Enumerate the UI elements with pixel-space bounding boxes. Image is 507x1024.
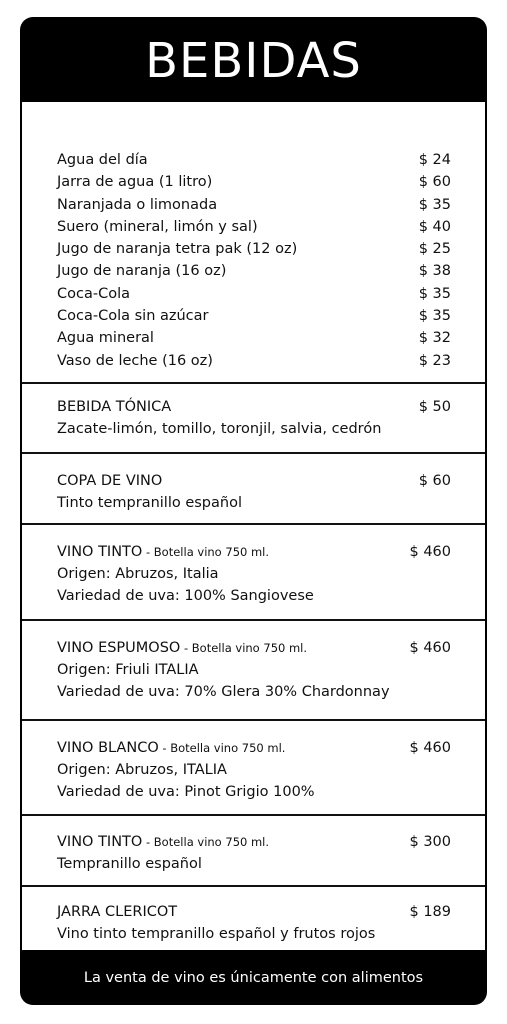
list-item (57, 149, 451, 171)
tonica-section (22, 396, 485, 440)
tonica-price: $ 50 (418, 399, 451, 415)
wine-heading (57, 831, 269, 853)
menu-body (22, 102, 485, 950)
item-price: $ 35 (418, 308, 451, 325)
copa-section (22, 470, 485, 514)
tonica-title: BEBIDA TÓNICA (57, 399, 172, 415)
item-name: Coca-Cola sin azúcar (57, 308, 209, 325)
menu-footer (20, 950, 487, 1005)
wine-variety: Variedad de uva: Pinot Grigio 100% (57, 784, 315, 801)
wine-price: $ 460 (409, 640, 451, 656)
list-item (57, 260, 451, 282)
vino-tinto-tempranillo-section (22, 831, 485, 875)
tonica-description: Zacate-limón, tomillo, toronjil, salvia, cedrón (57, 421, 382, 438)
section-divider (22, 619, 485, 621)
section-heading (57, 901, 451, 923)
item-price: $ 32 (418, 330, 451, 347)
section-heading (57, 737, 451, 759)
wine-title: VINO BLANCO (57, 740, 159, 756)
copa-description: Tinto tempranillo español (57, 495, 242, 512)
item-name: Vaso de leche (16 oz) (57, 352, 213, 369)
wine-heading (57, 737, 285, 759)
wine-variety: Variedad de uva: 70% Glera 30% Chardonnay (57, 684, 390, 701)
item-price: $ 24 (418, 152, 451, 168)
wine-origin: Origen: Friuli ITALIA (57, 662, 199, 679)
item-name: Jugo de naranja (16 oz) (57, 263, 227, 280)
item-price: $ 35 (418, 196, 451, 213)
wine-description: Tempranillo español (57, 856, 202, 873)
wine-variety: Variedad de uva: 100% Sangiovese (57, 588, 314, 605)
copa-title: COPA DE VINO (57, 473, 163, 489)
basic-drinks-list (22, 149, 485, 372)
wine-heading (57, 541, 269, 563)
item-price: $ 60 (418, 174, 451, 191)
section-heading (57, 470, 451, 492)
list-item (57, 283, 451, 305)
bottle-note: - Botella vino 750 ml. (142, 835, 270, 849)
section-heading (57, 396, 451, 418)
section-heading (57, 541, 451, 563)
section-divider (22, 382, 485, 384)
section-divider (22, 719, 485, 721)
item-name: Coca-Cola (57, 285, 130, 302)
clericot-title: JARRA CLERICOT (57, 904, 178, 920)
menu-title: BEBIDAS (145, 33, 362, 89)
section-heading (57, 637, 451, 659)
clericot-description: Vino tinto tempranillo español y frutos rojos (57, 926, 376, 943)
list-item (57, 194, 451, 216)
item-price: $ 38 (418, 263, 451, 280)
section-divider (22, 814, 485, 816)
item-name: Jugo de naranja tetra pak (12 oz) (57, 241, 298, 258)
footer-note: La venta de vino es únicamente con alimentos (83, 969, 424, 986)
list-item (57, 350, 451, 372)
wine-price: $ 460 (409, 740, 451, 756)
item-name: Naranjada o limonada (57, 196, 218, 213)
bottle-note: - Botella vino 750 ml. (142, 545, 270, 559)
wine-price: $ 300 (409, 834, 451, 850)
item-name: Agua mineral (57, 330, 154, 347)
clericot-section (22, 901, 485, 945)
wine-title: VINO TINTO (57, 834, 143, 850)
wine-origin: Origen: Abruzos, Italia (57, 566, 219, 583)
wine-origin: Origen: Abruzos, ITALIA (57, 762, 227, 779)
item-price: $ 25 (418, 241, 451, 258)
section-divider (22, 523, 485, 525)
item-price: $ 35 (418, 285, 451, 302)
vino-espumoso-section (22, 637, 485, 703)
vino-blanco-section (22, 737, 485, 803)
section-heading (57, 831, 451, 853)
vino-tinto-section (22, 541, 485, 607)
list-item (57, 171, 451, 193)
wine-title: VINO ESPUMOSO (57, 640, 181, 656)
clericot-price: $ 189 (409, 904, 451, 920)
item-name: Agua del día (57, 152, 148, 168)
wine-heading (57, 637, 307, 659)
item-price: $ 40 (418, 218, 451, 235)
bottle-note: - Botella vino 750 ml. (158, 741, 286, 755)
item-name: Suero (mineral, limón y sal) (57, 218, 258, 235)
wine-price: $ 460 (409, 544, 451, 560)
list-item (57, 327, 451, 349)
bottle-note: - Botella vino 750 ml. (180, 641, 308, 655)
section-divider (22, 452, 485, 454)
item-name: Jarra de agua (1 litro) (57, 174, 213, 191)
list-item (57, 305, 451, 327)
menu-header (20, 17, 487, 102)
menu-card (20, 17, 487, 1005)
wine-title: VINO TINTO (57, 544, 143, 560)
list-item (57, 216, 451, 238)
list-item (57, 238, 451, 260)
section-divider (22, 885, 485, 887)
item-price: $ 23 (418, 352, 451, 369)
copa-price: $ 60 (418, 473, 451, 489)
